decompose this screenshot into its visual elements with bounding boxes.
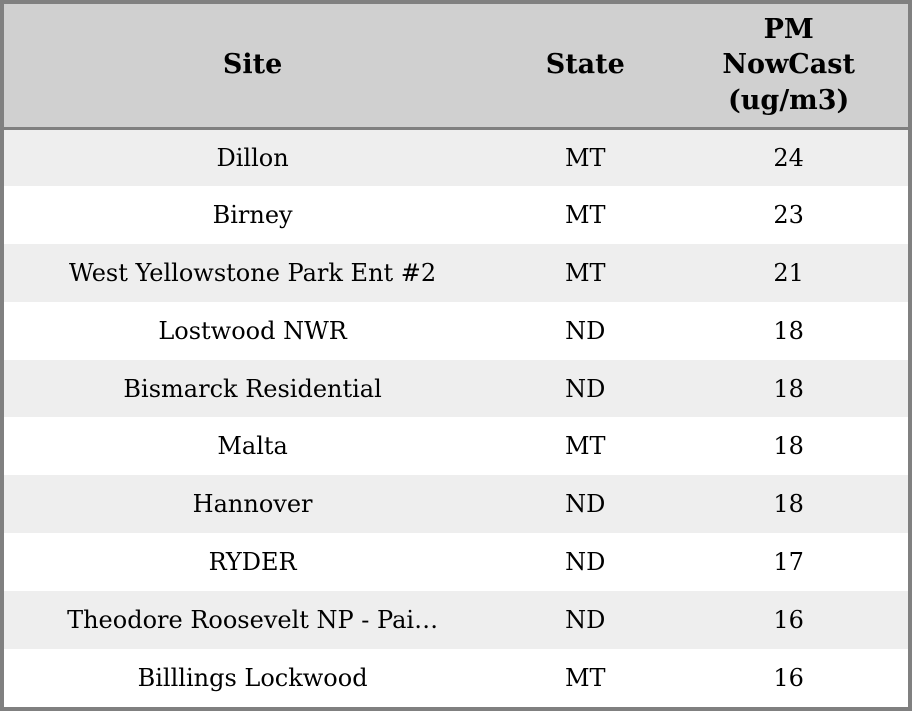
pm-nowcast-cell: 21 [773,258,804,287]
data-table [4,4,908,707]
table-body [4,128,908,707]
table-row [4,475,908,533]
site-cell: RYDER [208,548,297,577]
column-header-state: State [501,4,669,128]
pm-nowcast-cell: 17 [773,548,804,577]
site-cell: Theodore Roosevelt NP - Pai… [67,606,439,635]
pm-nowcast-cell: 24 [773,143,804,172]
column-header-site: Site [4,4,501,128]
pm-nowcast-cell: 18 [773,432,804,461]
site-cell: Dillon [216,143,289,172]
table-row [4,533,908,591]
pm-nowcast-cell: 18 [773,316,804,345]
state-cell: ND [565,316,606,345]
state-cell: ND [565,606,606,635]
site-cell: Bismarck Residential [123,374,382,403]
pm-nowcast-cell: 16 [773,606,804,635]
site-cell: Hannover [192,490,313,519]
table-header [4,4,908,128]
state-cell: ND [565,490,606,519]
state-cell: ND [565,374,606,403]
table-row [4,302,908,360]
pm-nowcast-cell: 18 [773,490,804,519]
header-row [4,4,908,128]
pm-nowcast-cell: 16 [773,664,804,692]
site-cell: Malta [217,432,288,461]
table-row [4,417,908,475]
table-row [4,360,908,418]
state-cell: MT [564,432,606,461]
state-cell: ND [565,548,606,577]
table-row [4,244,908,302]
state-cell: MT [564,200,606,229]
pm-header-line-1: PM [763,13,814,45]
pm-nowcast-cell: 18 [773,374,804,403]
site-cell: Birney [212,200,293,229]
site-cell: Lostwood NWR [158,316,347,345]
table-row [4,591,908,649]
state-cell: MT [564,143,606,172]
table-row [4,186,908,244]
table-row [4,128,908,186]
pm-header-line-3: (ug/m3) [728,85,850,117]
site-cell: West Yellowstone Park Ent #2 [69,258,437,287]
table-row [4,649,908,707]
state-cell: MT [564,664,606,692]
state-cell: MT [564,258,606,287]
site-cell: Billlings Lockwood [137,664,368,692]
pm-header-line-2: NowCast [722,49,855,81]
column-header-pm-nowcast [669,4,908,128]
pm-nowcast-cell: 23 [773,200,804,229]
